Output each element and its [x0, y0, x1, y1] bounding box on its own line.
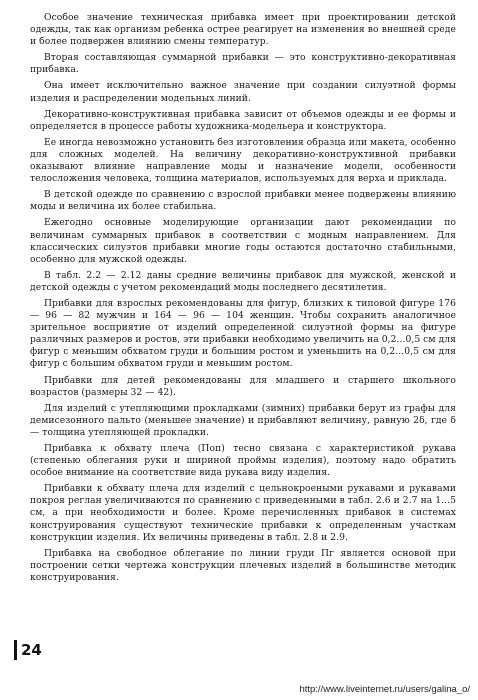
watermark-url: http://www.liveinternet.ru/users/galina_o/	[299, 684, 470, 695]
paragraph: Ежегодно основные моделирующие организации дают рекомендации по величинам суммарных прибавок в соответствии с модным направлением. Для классических силуэтов прибавки многие годы остаются достаточно стабильными, особенно для мужской одежды.	[30, 217, 456, 265]
paragraph: Для изделий с утепляющими прокладками (зимних) прибавки берут из графы для демисезонного пальто (меньшее значение) и прибавляют величину, равную 2δ, где δ — толщина утепляющей прокладки.	[30, 402, 456, 438]
paragraph: Особое значение техническая прибавка имеет при проектировании детской одежды, так как организм ребенка острее реагирует на изменения во внешней среде и более подвержен влиянию смены температур.	[30, 12, 456, 48]
paragraph: Она имеет исключительно важное значение при создании силуэтной формы изделия и распределении модельных линий.	[30, 80, 456, 104]
paragraph: Прибавка к обхвату плеча (Поп) тесно связана с характеристикой рукава (степенью облегания руки и шириной проймы изделия), поэтому надо обратить особое внимание на соответствие вида рукава виду изделия.	[30, 443, 456, 479]
paragraph: В табл. 2.2 — 2.12 даны средние величины прибавок для мужской, женской и детской одежды с учетом рекомендаций моды последнего десятилетия.	[30, 269, 456, 293]
page-number-block	[14, 640, 42, 660]
paragraph: Декоративно-конструктивная прибавка зависит от объемов одежды и ее формы и определяется в процессе работы художника-модельера и конструктора.	[30, 108, 456, 132]
paragraph: Прибавки к обхвату плеча для изделий с цельнокроеными рукавами и рукавами покроя реглан увеличиваются по сравнению с приведенными в табл. 2.6 и 2.7 на 1...5 см, а при необходимости и более. Кроме перечисленных прибавок в системах конструирования существуют технические прибавки к определенным участкам конструкции изделия. Их величины приведены в табл. 2.8 и 2.9.	[30, 483, 456, 543]
paragraph: Прибавка на свободное облегание по линии груди Пг является основой при построении сетки чертежа конструкции плечевых изделий в большинстве методик конструирования.	[30, 547, 456, 583]
paragraph: Прибавки для детей рекомендованы для младшего и старшего школьного возрастов (размеры 32 — 42).	[30, 374, 456, 398]
paragraph: Вторая составляющая суммарной прибавки — это конструктивно-декоративная прибавка.	[30, 52, 456, 76]
paragraph: В детской одежде по сравнению с взрослой прибавки менее подвержены влиянию моды и величина их более стабильна.	[30, 189, 456, 213]
page-number: 24	[21, 641, 42, 659]
page-number-bar	[14, 640, 17, 660]
paragraph: Ее иногда невозможно установить без изготовления образца или макета, особенно для сложных моделей. На величину декоративно-конструктивной прибавки оказывают влияние направление моды и назначение модели, особенности телосложения человека, толщина материалов, используемых для верха и приклада.	[30, 136, 456, 185]
page-body	[30, 12, 456, 588]
paragraph: Прибавки для взрослых рекомендованы для фигур, близких к типовой фигуре 176 — 96 — 82 мужчин и 164 — 96 — 104 женщин. Чтобы сохранить аналогичное зрительное восприятие от изделий определенной силуэтной формы на фигуре различных размеров и ростов, эти прибавки необходимо увеличить на 0,2...0,5 см для фигур с меньшим обхватом груди и большим ростом и уменьшить на 0,2...0,5 см для фигур с большим обхватом груди и меньшим ростом.	[30, 297, 456, 370]
